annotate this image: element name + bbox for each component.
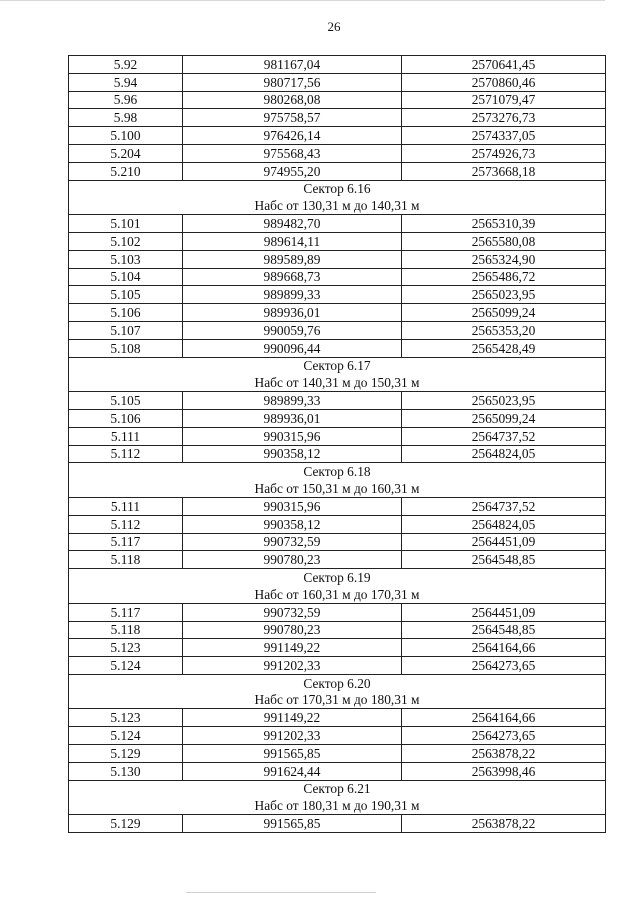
table-row — [69, 551, 606, 569]
table-row — [69, 409, 606, 427]
y-coordinate-cell: 2573668,18 — [402, 162, 606, 180]
point-number-cell: 5.210 — [69, 162, 183, 180]
point-number-cell: 5.117 — [69, 533, 183, 551]
x-coordinate-cell: 991624,44 — [183, 762, 402, 780]
x-coordinate-cell: 989899,33 — [183, 286, 402, 304]
table-row — [69, 727, 606, 745]
y-coordinate-cell: 2565023,95 — [402, 392, 606, 410]
y-coordinate-cell: 2564737,52 — [402, 427, 606, 445]
sector-range-row — [69, 374, 606, 391]
point-number-cell: 5.100 — [69, 127, 183, 145]
y-coordinate-cell: 2563878,22 — [402, 815, 606, 833]
y-coordinate-cell: 2574337,05 — [402, 127, 606, 145]
coordinates-table — [68, 55, 606, 833]
sector-height-range: Набс от 150,31 м до 160,31 м — [69, 480, 606, 497]
x-coordinate-cell: 989589,89 — [183, 250, 402, 268]
sector-range-row — [69, 586, 606, 603]
x-coordinate-cell: 976426,14 — [183, 127, 402, 145]
y-coordinate-cell: 2571079,47 — [402, 91, 606, 109]
x-coordinate-cell: 990096,44 — [183, 339, 402, 357]
table-row — [69, 762, 606, 780]
sector-title: Сектор 6.17 — [69, 357, 606, 374]
y-coordinate-cell: 2564737,52 — [402, 497, 606, 515]
point-number-cell: 5.111 — [69, 427, 183, 445]
sector-title-row — [69, 569, 606, 586]
point-number-cell: 5.107 — [69, 321, 183, 339]
x-coordinate-cell: 991565,85 — [183, 745, 402, 763]
sector-range-row — [69, 480, 606, 497]
y-coordinate-cell: 2565023,95 — [402, 286, 606, 304]
sector-height-range: Набс от 130,31 м до 140,31 м — [69, 197, 606, 214]
sector-title-row — [69, 674, 606, 691]
y-coordinate-cell: 2564164,66 — [402, 639, 606, 657]
table-row — [69, 91, 606, 109]
y-coordinate-cell: 2565099,24 — [402, 304, 606, 322]
point-number-cell: 5.103 — [69, 250, 183, 268]
y-coordinate-cell: 2565428,49 — [402, 339, 606, 357]
x-coordinate-cell: 990358,12 — [183, 515, 402, 533]
top-edge-line — [0, 0, 605, 1]
sector-title-row — [69, 180, 606, 197]
table-row — [69, 497, 606, 515]
sector-range-row — [69, 197, 606, 214]
x-coordinate-cell: 990358,12 — [183, 445, 402, 463]
sector-title: Сектор 6.19 — [69, 569, 606, 586]
x-coordinate-cell: 989614,11 — [183, 232, 402, 250]
sector-title-row — [69, 780, 606, 797]
point-number-cell: 5.204 — [69, 144, 183, 162]
sector-title: Сектор 6.20 — [69, 674, 606, 691]
y-coordinate-cell: 2574926,73 — [402, 144, 606, 162]
table-row — [69, 745, 606, 763]
x-coordinate-cell: 980717,56 — [183, 73, 402, 91]
table-row — [69, 339, 606, 357]
x-coordinate-cell: 990315,96 — [183, 497, 402, 515]
table-row — [69, 215, 606, 233]
sector-range-row — [69, 797, 606, 814]
table-row — [69, 127, 606, 145]
y-coordinate-cell: 2565486,72 — [402, 268, 606, 286]
bottom-edge-mark — [186, 892, 376, 893]
table-row — [69, 709, 606, 727]
table-row — [69, 515, 606, 533]
point-number-cell: 5.106 — [69, 304, 183, 322]
sector-title-row — [69, 357, 606, 374]
y-coordinate-cell: 2565324,90 — [402, 250, 606, 268]
point-number-cell: 5.123 — [69, 639, 183, 657]
y-coordinate-cell: 2565353,20 — [402, 321, 606, 339]
x-coordinate-cell: 990780,23 — [183, 551, 402, 569]
x-coordinate-cell: 975568,43 — [183, 144, 402, 162]
y-coordinate-cell: 2565310,39 — [402, 215, 606, 233]
point-number-cell: 5.108 — [69, 339, 183, 357]
x-coordinate-cell: 990732,59 — [183, 533, 402, 551]
y-coordinate-cell: 2564548,85 — [402, 551, 606, 569]
point-number-cell: 5.117 — [69, 603, 183, 621]
y-coordinate-cell: 2573276,73 — [402, 109, 606, 127]
sector-height-range: Набс от 170,31 м до 180,31 м — [69, 692, 606, 709]
y-coordinate-cell: 2563998,46 — [402, 762, 606, 780]
y-coordinate-cell: 2565099,24 — [402, 409, 606, 427]
x-coordinate-cell: 991149,22 — [183, 709, 402, 727]
table-row — [69, 533, 606, 551]
table-row — [69, 445, 606, 463]
sector-height-range: Набс от 140,31 м до 150,31 м — [69, 374, 606, 391]
point-number-cell: 5.102 — [69, 232, 183, 250]
table-row — [69, 603, 606, 621]
y-coordinate-cell: 2570860,46 — [402, 73, 606, 91]
x-coordinate-cell: 990732,59 — [183, 603, 402, 621]
point-number-cell: 5.106 — [69, 409, 183, 427]
point-number-cell: 5.118 — [69, 551, 183, 569]
x-coordinate-cell: 989936,01 — [183, 304, 402, 322]
table-row — [69, 268, 606, 286]
x-coordinate-cell: 991202,33 — [183, 657, 402, 675]
table-row — [69, 321, 606, 339]
y-coordinate-cell: 2564824,05 — [402, 515, 606, 533]
x-coordinate-cell: 989899,33 — [183, 392, 402, 410]
table-row — [69, 250, 606, 268]
x-coordinate-cell: 989668,73 — [183, 268, 402, 286]
x-coordinate-cell: 989936,01 — [183, 409, 402, 427]
sector-title: Сектор 6.21 — [69, 780, 606, 797]
y-coordinate-cell: 2565580,08 — [402, 232, 606, 250]
table-row — [69, 427, 606, 445]
point-number-cell: 5.96 — [69, 91, 183, 109]
sector-title: Сектор 6.16 — [69, 180, 606, 197]
y-coordinate-cell: 2564451,09 — [402, 533, 606, 551]
x-coordinate-cell: 975758,57 — [183, 109, 402, 127]
table-row — [69, 56, 606, 74]
point-number-cell: 5.124 — [69, 657, 183, 675]
point-number-cell: 5.124 — [69, 727, 183, 745]
table-row — [69, 232, 606, 250]
point-number-cell: 5.123 — [69, 709, 183, 727]
y-coordinate-cell: 2564824,05 — [402, 445, 606, 463]
sector-height-range: Набс от 160,31 м до 170,31 м — [69, 586, 606, 603]
x-coordinate-cell: 991149,22 — [183, 639, 402, 657]
table-row — [69, 73, 606, 91]
point-number-cell: 5.129 — [69, 745, 183, 763]
point-number-cell: 5.129 — [69, 815, 183, 833]
sector-title-row — [69, 463, 606, 480]
table-row — [69, 304, 606, 322]
table-row — [69, 144, 606, 162]
point-number-cell: 5.105 — [69, 286, 183, 304]
y-coordinate-cell: 2570641,45 — [402, 56, 606, 74]
point-number-cell: 5.112 — [69, 445, 183, 463]
sector-height-range: Набс от 180,31 м до 190,31 м — [69, 797, 606, 814]
x-coordinate-cell: 991565,85 — [183, 815, 402, 833]
x-coordinate-cell: 981167,04 — [183, 56, 402, 74]
x-coordinate-cell: 991202,33 — [183, 727, 402, 745]
point-number-cell: 5.98 — [69, 109, 183, 127]
table-row — [69, 657, 606, 675]
y-coordinate-cell: 2563878,22 — [402, 745, 606, 763]
table-row — [69, 815, 606, 833]
page-number: 26 — [327, 19, 341, 34]
coordinates-table-body — [69, 56, 606, 833]
table-row — [69, 109, 606, 127]
table-row — [69, 639, 606, 657]
sector-title: Сектор 6.18 — [69, 463, 606, 480]
y-coordinate-cell: 2564548,85 — [402, 621, 606, 639]
table-row — [69, 392, 606, 410]
point-number-cell: 5.101 — [69, 215, 183, 233]
x-coordinate-cell: 980268,08 — [183, 91, 402, 109]
table-row — [69, 162, 606, 180]
point-number-cell: 5.112 — [69, 515, 183, 533]
point-number-cell: 5.92 — [69, 56, 183, 74]
x-coordinate-cell: 990059,76 — [183, 321, 402, 339]
point-number-cell: 5.104 — [69, 268, 183, 286]
point-number-cell: 5.118 — [69, 621, 183, 639]
y-coordinate-cell: 2564451,09 — [402, 603, 606, 621]
table-row — [69, 286, 606, 304]
x-coordinate-cell: 990315,96 — [183, 427, 402, 445]
point-number-cell: 5.105 — [69, 392, 183, 410]
y-coordinate-cell: 2564273,65 — [402, 727, 606, 745]
x-coordinate-cell: 990780,23 — [183, 621, 402, 639]
x-coordinate-cell: 974955,20 — [183, 162, 402, 180]
point-number-cell: 5.111 — [69, 497, 183, 515]
sector-range-row — [69, 692, 606, 709]
y-coordinate-cell: 2564273,65 — [402, 657, 606, 675]
point-number-cell: 5.94 — [69, 73, 183, 91]
point-number-cell: 5.130 — [69, 762, 183, 780]
x-coordinate-cell: 989482,70 — [183, 215, 402, 233]
y-coordinate-cell: 2564164,66 — [402, 709, 606, 727]
table-row — [69, 621, 606, 639]
